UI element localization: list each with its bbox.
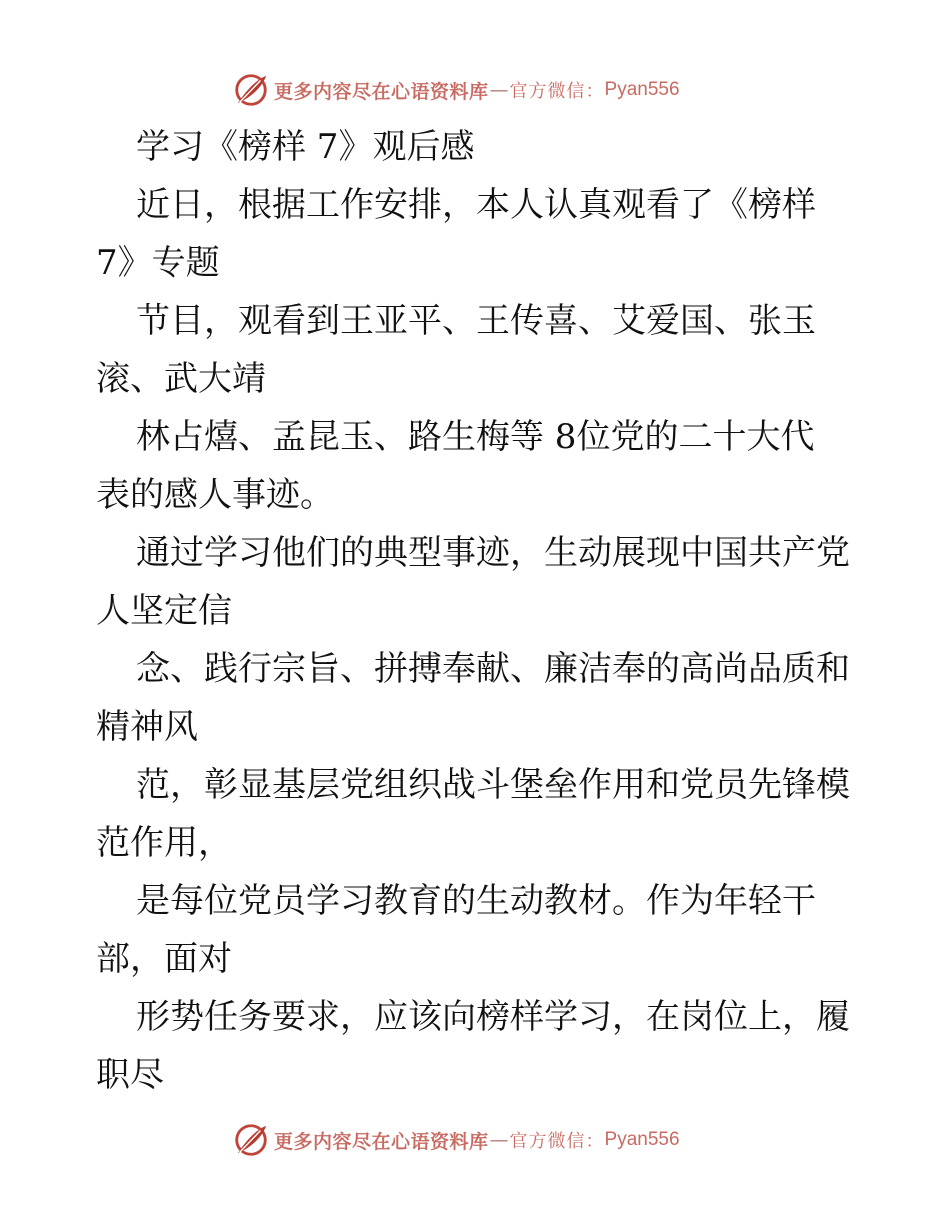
- header-banner: [232, 70, 680, 110]
- paragraph-line: 职尽: [96, 1055, 164, 1095]
- paragraph-line: 范，彰显基层党组织战斗堡垒作用和党员先锋模: [136, 765, 850, 805]
- document-body: [96, 118, 896, 1104]
- banner-separator: —: [489, 1129, 509, 1151]
- banner-wechat-id: Pyan556: [604, 79, 680, 100]
- paragraph-line: 节目，观看到王亚平、王传喜、艾爱国、张玉: [136, 301, 816, 341]
- paragraph-line: 林占熺、孟昆玉、路生梅等 8位党的二十大代: [136, 417, 815, 457]
- paragraph-line: 部，面对: [96, 939, 232, 979]
- paragraph-line: 精神风: [96, 707, 198, 747]
- banner-wechat-label: 官方微信：: [509, 81, 605, 102]
- red-quill-circle-logo-icon: [232, 71, 270, 109]
- paragraph-line: 形势任务要求，应该向榜样学习，在岗位上，履: [136, 997, 850, 1037]
- paragraph-line: 表的感人事迹。: [96, 475, 334, 515]
- paragraph-line: 滚、武大靖: [96, 359, 266, 399]
- banner-wechat-label: 官方微信：: [509, 1131, 605, 1152]
- paragraph-line: 通过学习他们的典型事迹，生动展现中国共产党: [136, 533, 850, 573]
- paragraph-line: 是每位党员学习教育的生动教材。作为年轻干: [136, 881, 816, 921]
- footer-banner: [232, 1120, 680, 1160]
- paragraph-line: 范作用，: [96, 823, 232, 863]
- paragraph-line: 念、践行宗旨、拼搏奉献、廉洁奉的高尚品质和: [136, 649, 850, 689]
- paragraph-line: 近日，根据工作安排，本人认真观看了《榜样: [136, 185, 816, 225]
- document-title: 学习《榜样 7》观后感: [136, 127, 475, 167]
- paragraph-line: 7》专题: [96, 243, 220, 283]
- banner-wechat-id: Pyan556: [604, 1129, 680, 1150]
- banner-site-text: 更多内容尽在心语资料库: [274, 80, 489, 103]
- red-quill-circle-logo-icon: [232, 1121, 270, 1159]
- banner-site-text: 更多内容尽在心语资料库: [274, 1130, 489, 1153]
- paragraph-line: 人坚定信: [96, 591, 232, 631]
- banner-separator: —: [489, 79, 509, 101]
